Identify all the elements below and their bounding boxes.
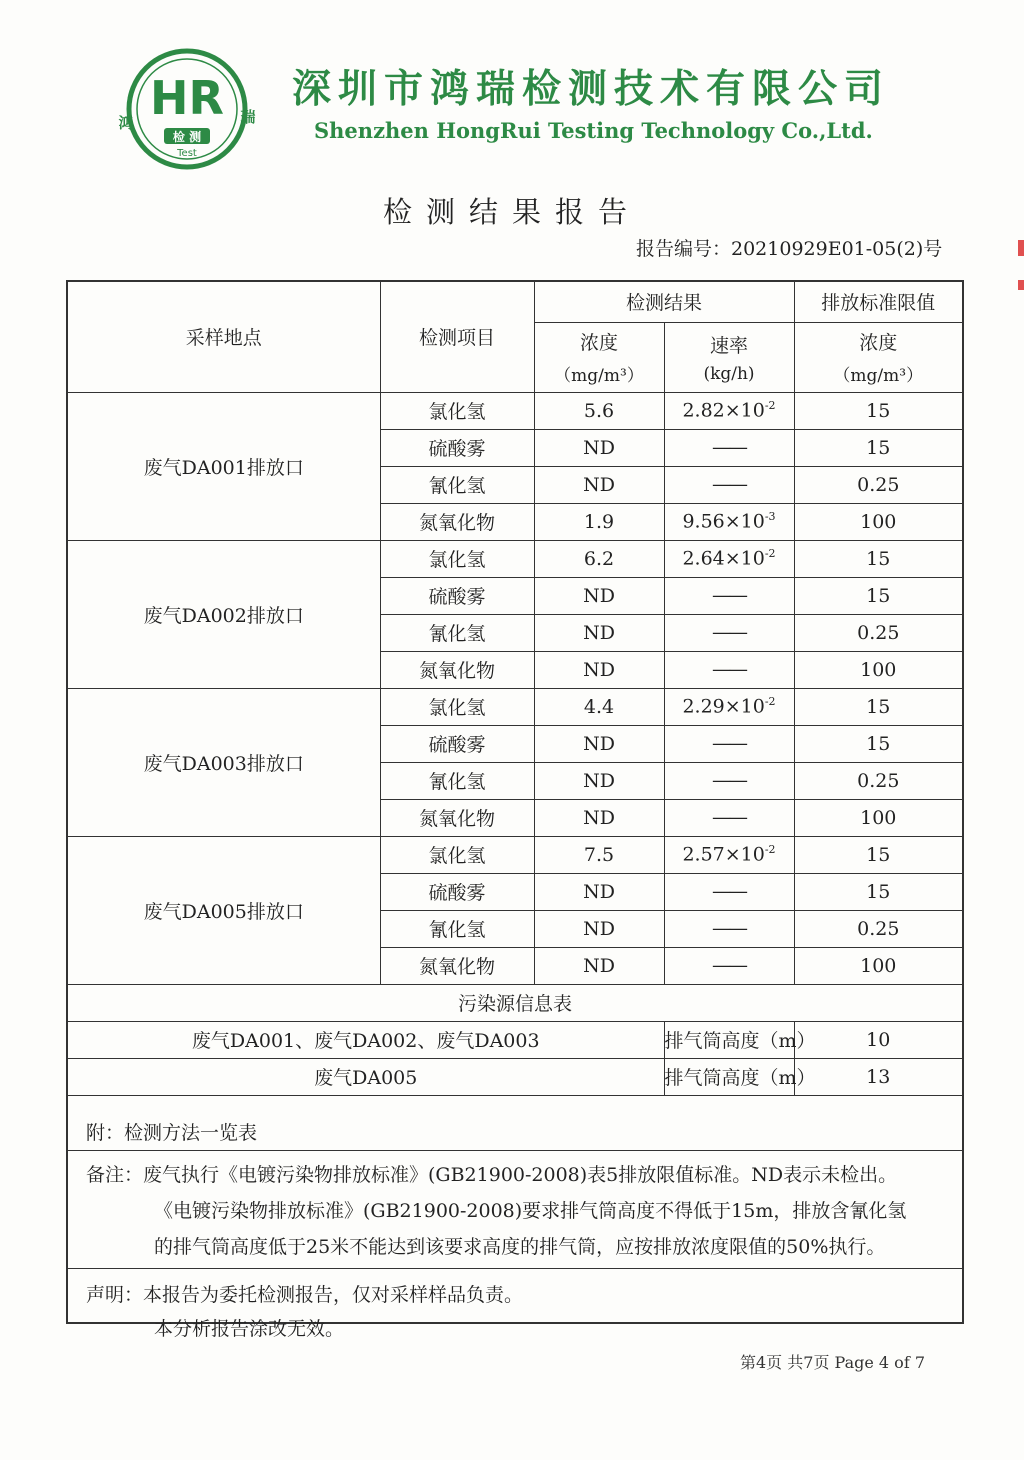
source-name: 废气DA005 bbox=[68, 1058, 664, 1095]
header-item: 检测项目 bbox=[380, 282, 534, 392]
item-cell: 氯化氢 bbox=[380, 540, 534, 577]
item-cell: 氯化氢 bbox=[380, 836, 534, 873]
conc-cell: ND bbox=[534, 799, 664, 836]
table-row bbox=[68, 392, 962, 429]
rate-cell bbox=[664, 725, 794, 762]
item-cell: 氮氧化物 bbox=[380, 503, 534, 540]
conc-cell: 4.4 bbox=[534, 688, 664, 725]
rate-base: —— bbox=[712, 621, 746, 644]
header-limit-conc-unit: （mg/m³） bbox=[833, 366, 924, 386]
source-info-row bbox=[68, 1021, 962, 1058]
location-cell: 废气DA003排放口 bbox=[68, 688, 380, 836]
limit-cell: 100 bbox=[794, 799, 962, 836]
conc-cell: ND bbox=[534, 910, 664, 947]
rate-base: —— bbox=[712, 658, 746, 681]
rate-base: —— bbox=[712, 917, 746, 940]
company-logo bbox=[112, 44, 262, 174]
conc-cell: ND bbox=[534, 725, 664, 762]
conc-cell: 5.6 bbox=[534, 392, 664, 429]
table-row bbox=[68, 688, 962, 725]
source-param: 排气筒高度（m） bbox=[664, 1058, 794, 1095]
header-conc-label: 浓度 bbox=[579, 332, 618, 354]
location-cell: 废气DA001排放口 bbox=[68, 392, 380, 540]
item-cell: 硫酸雾 bbox=[380, 873, 534, 910]
rate-base: —— bbox=[712, 806, 746, 829]
divider bbox=[68, 1150, 962, 1151]
conc-cell: 6.2 bbox=[534, 540, 664, 577]
limit-cell: 15 bbox=[794, 836, 962, 873]
rate-exponent: -2 bbox=[764, 695, 776, 709]
table-row bbox=[68, 836, 962, 873]
header-limit: 排放标准限值 bbox=[794, 282, 962, 322]
rate-cell bbox=[664, 577, 794, 614]
rate-cell bbox=[664, 466, 794, 503]
divider bbox=[68, 1268, 962, 1269]
logo-mark: HR bbox=[150, 71, 224, 125]
edge-stamp-mark bbox=[1018, 280, 1024, 290]
conc-cell: ND bbox=[534, 873, 664, 910]
conc-cell: ND bbox=[534, 429, 664, 466]
logo-right-char: 瑞 bbox=[240, 108, 256, 126]
source-value: 10 bbox=[794, 1021, 962, 1058]
rate-base: —— bbox=[712, 436, 746, 459]
rate-cell bbox=[664, 651, 794, 688]
limit-cell: 15 bbox=[794, 688, 962, 725]
limit-cell: 100 bbox=[794, 947, 962, 984]
limit-cell: 0.25 bbox=[794, 762, 962, 799]
rate-cell bbox=[664, 799, 794, 836]
rate-base: 2.29×10 bbox=[682, 695, 765, 718]
header-conc-unit: （mg/m³） bbox=[554, 366, 644, 386]
conc-cell: ND bbox=[534, 614, 664, 651]
company-name-cn: 深圳市鸿瑞检测技术有限公司 bbox=[292, 67, 891, 112]
rate-cell bbox=[664, 540, 794, 577]
statement-line-1: 声明：本报告为委托检测报告，仅对采样样品负责。 bbox=[86, 1284, 524, 1306]
location-cell: 废气DA002排放口 bbox=[68, 540, 380, 688]
source-info-title: 污染源信息表 bbox=[68, 984, 962, 1021]
rate-cell bbox=[664, 429, 794, 466]
rate-cell bbox=[664, 503, 794, 540]
rate-cell bbox=[664, 910, 794, 947]
header-rate bbox=[664, 322, 794, 392]
remark-line-2: 《电镀污染物排放标准》(GB21900-2008)要求排气筒高度不得低于15m，排放含氰化氢 bbox=[154, 1200, 907, 1222]
limit-cell: 100 bbox=[794, 651, 962, 688]
header-conc bbox=[534, 322, 664, 392]
rate-cell bbox=[664, 873, 794, 910]
item-cell: 氮氧化物 bbox=[380, 799, 534, 836]
source-info-row bbox=[68, 1058, 962, 1095]
rate-exponent: -2 bbox=[764, 843, 776, 857]
report-number: 报告编号：20210929E01-05(2)号 bbox=[636, 238, 943, 260]
statement-line-2: 本分析报告涂改无效。 bbox=[154, 1318, 345, 1340]
item-cell: 氮氧化物 bbox=[380, 947, 534, 984]
rate-base: —— bbox=[712, 880, 746, 903]
limit-cell: 0.25 bbox=[794, 910, 962, 947]
company-name-en: Shenzhen HongRui Testing Technology Co.,Ltd. bbox=[314, 118, 873, 143]
logo-test: Test bbox=[177, 148, 197, 159]
conc-cell: 1.9 bbox=[534, 503, 664, 540]
limit-cell: 15 bbox=[794, 873, 962, 910]
limit-cell: 100 bbox=[794, 503, 962, 540]
header-results: 检测结果 bbox=[534, 282, 794, 322]
table-row bbox=[68, 540, 962, 577]
header-limit-conc bbox=[794, 322, 962, 392]
conc-cell: ND bbox=[534, 577, 664, 614]
item-cell: 氯化氢 bbox=[380, 688, 534, 725]
item-cell: 硫酸雾 bbox=[380, 429, 534, 466]
limit-cell: 15 bbox=[794, 392, 962, 429]
rate-exponent: -3 bbox=[764, 510, 776, 524]
conc-cell: ND bbox=[534, 762, 664, 799]
remark-line-1: 备注：废气执行《电镀污染物排放标准》(GB21900-2008)表5排放限值标准。ND表示未检出。 bbox=[86, 1164, 898, 1186]
conc-cell: 7.5 bbox=[534, 836, 664, 873]
rate-base: 2.57×10 bbox=[682, 843, 765, 866]
item-cell: 氰化氢 bbox=[380, 466, 534, 503]
limit-cell: 15 bbox=[794, 540, 962, 577]
item-cell: 硫酸雾 bbox=[380, 725, 534, 762]
conc-cell: ND bbox=[534, 947, 664, 984]
rate-base: 2.82×10 bbox=[682, 399, 765, 422]
item-cell: 氰化氢 bbox=[380, 614, 534, 651]
remark-line-3: 的排气筒高度低于25米不能达到该要求高度的排气筒，应按排放浓度限值的50%执行。 bbox=[154, 1236, 886, 1258]
logo-left-char: 鸿 bbox=[118, 114, 134, 132]
rate-base: —— bbox=[712, 584, 746, 607]
rate-exponent: -2 bbox=[764, 399, 776, 413]
report-sheet bbox=[66, 280, 964, 1340]
results-table bbox=[68, 282, 962, 1096]
page-title: 检测结果报告 bbox=[382, 195, 641, 229]
page-footer: 第4页 共7页 Page 4 of 7 bbox=[740, 1353, 926, 1372]
source-name: 废气DA001、废气DA002、废气DA003 bbox=[68, 1021, 664, 1058]
limit-cell: 15 bbox=[794, 725, 962, 762]
rate-cell bbox=[664, 614, 794, 651]
limit-cell: 15 bbox=[794, 577, 962, 614]
rate-cell bbox=[664, 947, 794, 984]
item-cell: 氯化氢 bbox=[380, 392, 534, 429]
rate-base: —— bbox=[712, 473, 746, 496]
conc-cell: ND bbox=[534, 466, 664, 503]
rate-base: 9.56×10 bbox=[682, 510, 765, 533]
item-cell: 硫酸雾 bbox=[380, 577, 534, 614]
header-rate-label: 速率 bbox=[710, 334, 749, 357]
attachment-line: 附：检测方法一览表 bbox=[86, 1122, 258, 1144]
header-location: 采样地点 bbox=[68, 282, 380, 392]
limit-cell: 15 bbox=[794, 429, 962, 466]
location-cell: 废气DA005排放口 bbox=[68, 836, 380, 984]
rate-base: 2.64×10 bbox=[682, 547, 765, 570]
limit-cell: 0.25 bbox=[794, 614, 962, 651]
source-param: 排气筒高度（m） bbox=[664, 1021, 794, 1058]
rate-base: —— bbox=[712, 732, 746, 755]
conc-cell: ND bbox=[534, 651, 664, 688]
rate-cell bbox=[664, 762, 794, 799]
header-rate-unit: (kg/h) bbox=[703, 363, 755, 384]
rate-cell bbox=[664, 836, 794, 873]
rate-cell bbox=[664, 688, 794, 725]
source-value: 13 bbox=[794, 1058, 962, 1095]
rate-base: —— bbox=[712, 954, 746, 977]
source-info-title-row bbox=[68, 984, 962, 1021]
logo-sub: 检 测 bbox=[172, 130, 202, 144]
edge-stamp-mark bbox=[1018, 240, 1024, 256]
rate-exponent: -2 bbox=[764, 547, 776, 561]
header-limit-conc-label: 浓度 bbox=[859, 332, 898, 354]
item-cell: 氰化氢 bbox=[380, 910, 534, 947]
rate-base: —— bbox=[712, 769, 746, 792]
limit-cell: 0.25 bbox=[794, 466, 962, 503]
item-cell: 氮氧化物 bbox=[380, 651, 534, 688]
rate-cell bbox=[664, 392, 794, 429]
item-cell: 氰化氢 bbox=[380, 762, 534, 799]
